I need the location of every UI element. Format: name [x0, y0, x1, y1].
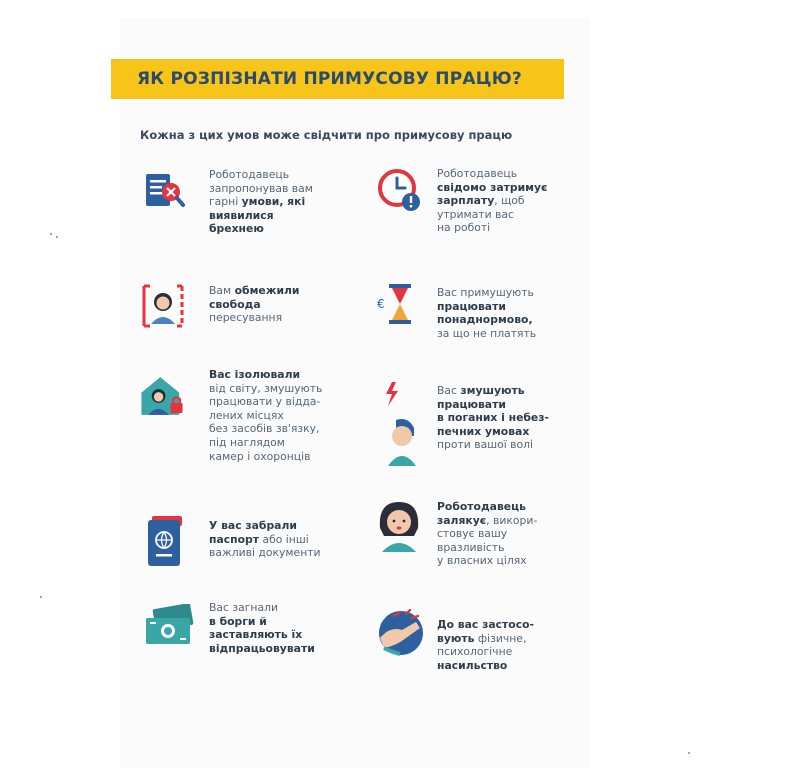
page-title: ЯК РОЗПІЗНАТИ ПРИМУСОВУ ПРАЦЮ? — [137, 69, 522, 89]
text-line: від світу, змушують — [209, 381, 323, 395]
text-line: Вас загнали — [209, 601, 279, 614]
text-line: вують фізичне, — [437, 631, 527, 645]
text-line: свідомо затримує — [437, 180, 548, 194]
text-line: утримати вас — [437, 207, 514, 221]
text-line: психологічне — [437, 645, 513, 659]
text-line: проти вашої волі — [437, 438, 534, 452]
text-line: паспорт або інші — [209, 532, 309, 546]
text-line: лених місцях — [209, 408, 284, 422]
text-line: в поганих і небез- — [437, 411, 550, 425]
hourglass-euro-icon — [375, 280, 423, 328]
document-search-icon — [140, 168, 188, 216]
text-line: Роботодавець — [209, 168, 290, 181]
text-line: на роботі — [437, 221, 491, 235]
text-line: в борги й — [209, 614, 267, 628]
text-line: у власних цілях — [437, 554, 527, 568]
scared-woman-icon — [374, 498, 424, 552]
scan-speck — [50, 233, 52, 235]
text-line: відпрацьовувати — [209, 641, 315, 655]
text-line: У вас забрали — [209, 519, 297, 532]
text-line: понаднормово, — [437, 313, 533, 327]
text-line: камер і охоронців — [209, 449, 311, 463]
text-line: важливі документи — [209, 546, 321, 560]
scan-speck — [56, 236, 58, 238]
restricted-person-icon — [139, 282, 187, 330]
text-line: печних умовах — [437, 424, 530, 438]
text-line: гарні умови, які — [209, 195, 306, 209]
passport-icon — [144, 514, 186, 570]
text-line: без засобів зв'язку, — [209, 422, 320, 436]
danger-worker-icon — [380, 380, 422, 470]
text-line: Вас змушують — [437, 384, 525, 397]
text-line: працювати у відда- — [209, 395, 321, 409]
scan-speck — [688, 752, 690, 754]
violence-hand-icon — [376, 608, 426, 658]
page-subtitle: Кожна з цих умов може свідчити про примусову працю — [140, 128, 513, 142]
text-line: заставляють їх — [209, 628, 303, 642]
text-line: Роботодавець — [437, 500, 526, 513]
text-line: Вас примушують — [437, 286, 534, 299]
text-line: працювати — [437, 397, 506, 411]
text-line: брехнею — [209, 222, 264, 236]
text-line: Роботодавець — [437, 167, 518, 180]
money-debt-icon — [142, 604, 196, 648]
text-line: стовує вашу — [437, 527, 508, 541]
scan-speck — [40, 596, 42, 598]
text-line: залякує, викори- — [437, 513, 538, 527]
text-line: запропонував вам — [209, 181, 313, 195]
text-line: за що не платять — [437, 326, 537, 340]
text-line: свобода — [209, 297, 261, 311]
title-banner — [111, 59, 564, 99]
text-line: виявилися — [209, 208, 274, 222]
text-line: зарплату, щоб — [437, 194, 525, 208]
text-line: під наглядом — [209, 435, 285, 449]
isolated-house-icon — [138, 372, 186, 420]
text-line: До вас застосо- — [437, 618, 535, 631]
text-line: насильство — [437, 658, 508, 672]
clock-alert-icon — [375, 166, 423, 214]
text-line: Вам обмежили — [209, 284, 300, 297]
text-line: вразливість — [437, 540, 505, 554]
text-line: працювати — [437, 299, 506, 313]
text-line: пересування — [209, 311, 283, 325]
svg-text:€: € — [377, 297, 385, 311]
text-line: Вас ізолювали — [209, 368, 301, 381]
